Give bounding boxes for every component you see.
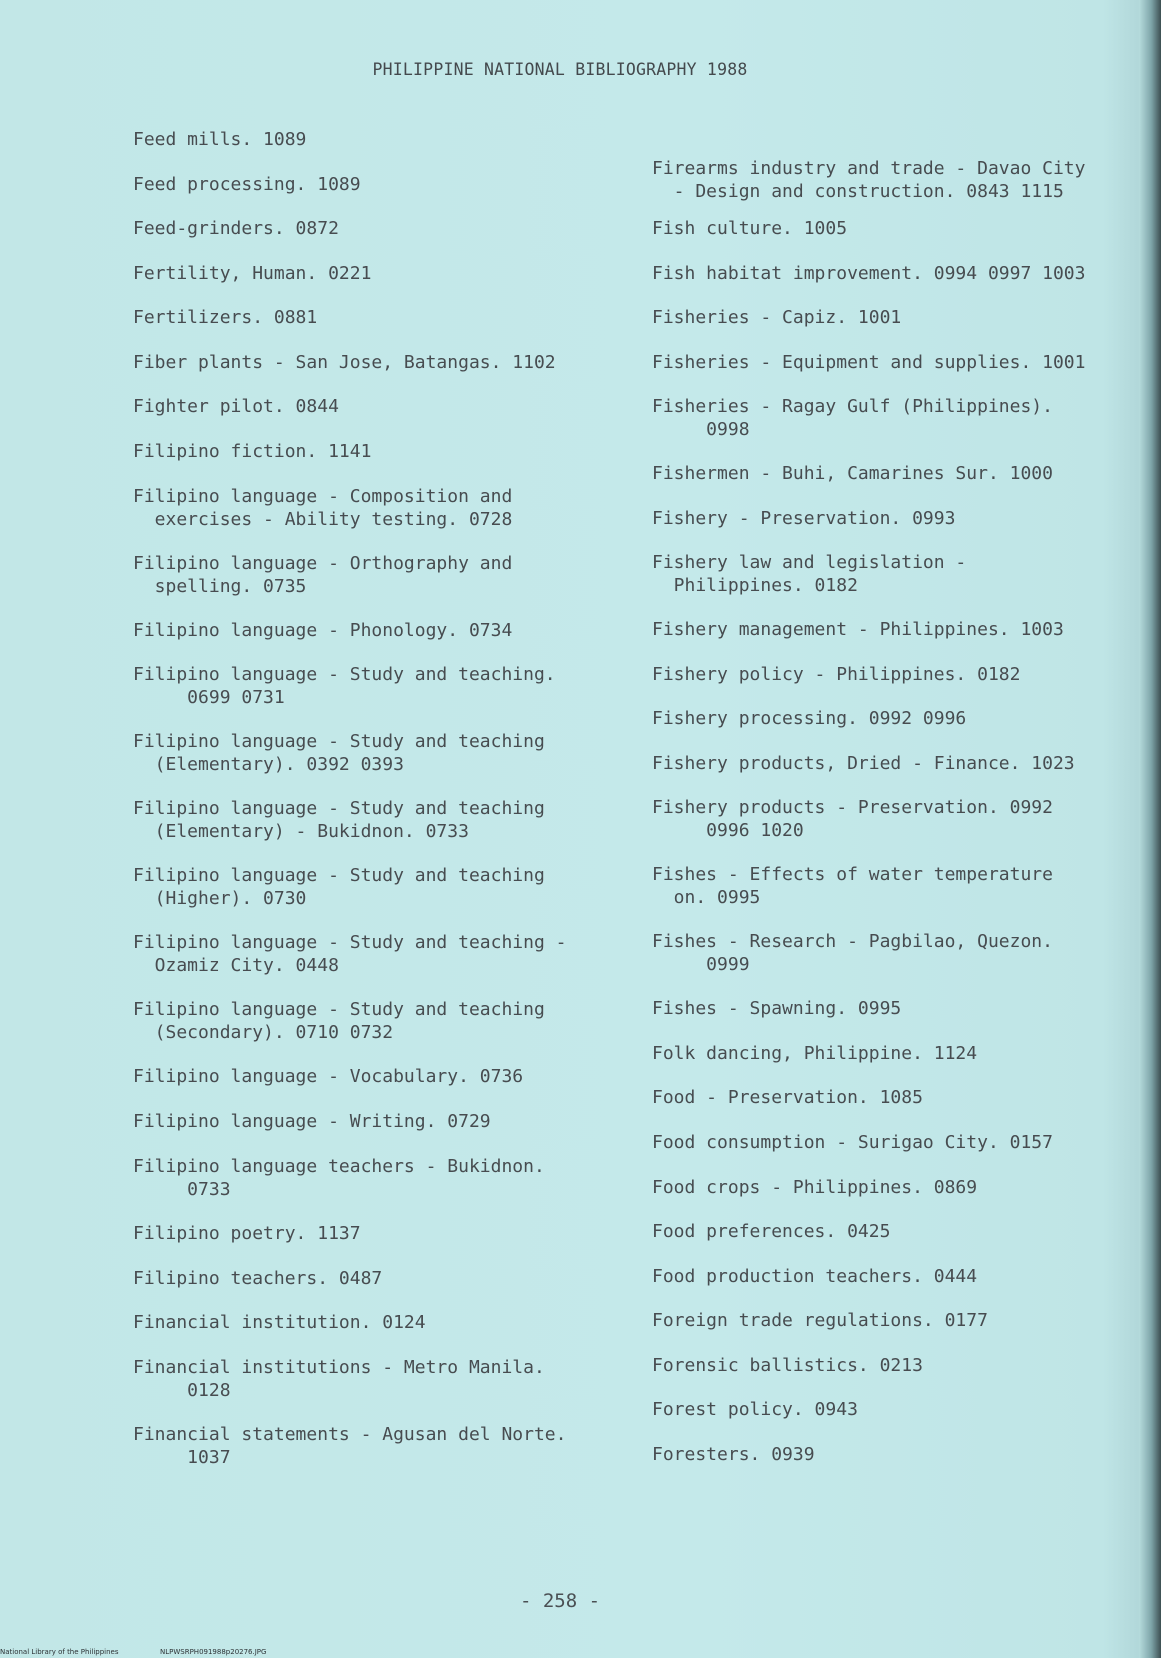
index-entry: Feed processing. 1089 <box>133 174 361 195</box>
index-entry: Fishes - Spawning. 0995 <box>652 998 902 1019</box>
index-entry: Food production teachers. 0444 <box>652 1266 978 1287</box>
index-entry: Foreign trade regulations. 0177 <box>652 1310 988 1331</box>
index-entry: Foresters. 0939 <box>652 1444 815 1465</box>
index-entry: Filipino language teachers - Bukidnon. 0733 <box>133 1156 545 1200</box>
index-entry: Filipino language - Vocabulary. 0736 <box>133 1066 524 1087</box>
index-entry: Feed mills. 1089 <box>133 129 307 150</box>
index-entry: Forest policy. 0943 <box>652 1399 858 1420</box>
index-entry: Filipino poetry. 1137 <box>133 1223 361 1244</box>
index-entry: Food crops - Philippines. 0869 <box>652 1177 978 1198</box>
index-entry: Fisheries - Capiz. 1001 <box>652 307 902 328</box>
index-entry: Financial institution. 0124 <box>133 1312 426 1333</box>
index-entry: Filipino language - Writing. 0729 <box>133 1111 491 1132</box>
index-entry: Food consumption - Surigao City. 0157 <box>652 1132 1053 1153</box>
index-entry: Fishery products, Dried - Finance. 1023 <box>652 753 1075 774</box>
index-entry: Fishery policy - Philippines. 0182 <box>652 664 1021 685</box>
index-entry: Filipino language - Study and teaching (Elementary). 0392 0393 <box>133 731 545 775</box>
source-filename: NLPWSRPH091988p20276.JPG <box>160 1648 267 1656</box>
index-entry: Fishery management - Philippines. 1003 <box>652 619 1064 640</box>
index-entry: Food - Preservation. 1085 <box>652 1087 923 1108</box>
index-entry: Fisheries - Ragay Gulf (Philippines). 0998 <box>652 396 1053 440</box>
page-number: - 258 - <box>519 1590 601 1612</box>
index-entry: Fishery - Preservation. 0993 <box>652 508 956 529</box>
index-entry: Fish habitat improvement. 0994 0997 1003 <box>652 263 1086 284</box>
index-entry: Folk dancing, Philippine. 1124 <box>652 1043 978 1064</box>
index-entry: Filipino language - Study and teaching - Ozamiz City. 0448 <box>133 932 567 976</box>
index-entry: Filipino language - Study and teaching (Higher). 0730 <box>133 865 545 909</box>
index-entry: Firearms industry and trade - Davao City - Design and construction. 0843 1115 <box>652 158 1086 202</box>
index-entry: Filipino language - Study and teaching (Elementary) - Bukidnon. 0733 <box>133 798 545 842</box>
index-entry: Filipino language - Composition and exercises - Ability testing. 0728 <box>133 486 513 530</box>
index-entry: Fishery products - Preservation. 0992 0996 1020 <box>652 797 1053 841</box>
index-entry: Fertility, Human. 0221 <box>133 263 372 284</box>
index-entry: Forensic ballistics. 0213 <box>652 1355 923 1376</box>
index-entry: Fishery processing. 0992 0996 <box>652 708 967 729</box>
index-entry: Filipino language - Study and teaching (Secondary). 0710 0732 <box>133 999 545 1043</box>
index-entry: Fish culture. 1005 <box>652 218 848 239</box>
index-entry: Food preferences. 0425 <box>652 1221 891 1242</box>
index-entry: Fighter pilot. 0844 <box>133 396 339 417</box>
index-entry: Fiber plants - San Jose, Batangas. 1102 <box>133 352 556 373</box>
index-entry: Filipino language - Phonology. 0734 <box>133 620 513 641</box>
index-entry: Fishery law and legislation - Philippines. 0182 <box>652 552 967 596</box>
index-entry: Feed-grinders. 0872 <box>133 218 339 239</box>
index-entry: Financial statements - Agusan del Norte. 1037 <box>133 1424 567 1468</box>
index-entry: Filipino fiction. 1141 <box>133 441 372 462</box>
index-entry: Fishermen - Buhi, Camarines Sur. 1000 <box>652 463 1053 484</box>
index-entry: Filipino teachers. 0487 <box>133 1268 383 1289</box>
index-entry: Filipino language - Study and teaching. 0699 0731 <box>133 664 556 708</box>
index-entry: Fisheries - Equipment and supplies. 1001 <box>652 352 1086 373</box>
index-entry: Fertilizers. 0881 <box>133 307 318 328</box>
source-credit: National Library of the Philippines <box>0 1648 119 1656</box>
index-entry: Filipino language - Orthography and spelling. 0735 <box>133 553 513 597</box>
page-edge-shadow <box>1139 0 1161 1658</box>
page-header: PHILIPPINE NATIONAL BIBLIOGRAPHY 1988 <box>372 60 748 79</box>
index-entry: Financial institutions - Metro Manila. 0128 <box>133 1357 545 1401</box>
index-entry: Fishes - Research - Pagbilao, Quezon. 0999 <box>652 931 1053 975</box>
index-entry: Fishes - Effects of water temperature on. 0995 <box>652 864 1053 908</box>
